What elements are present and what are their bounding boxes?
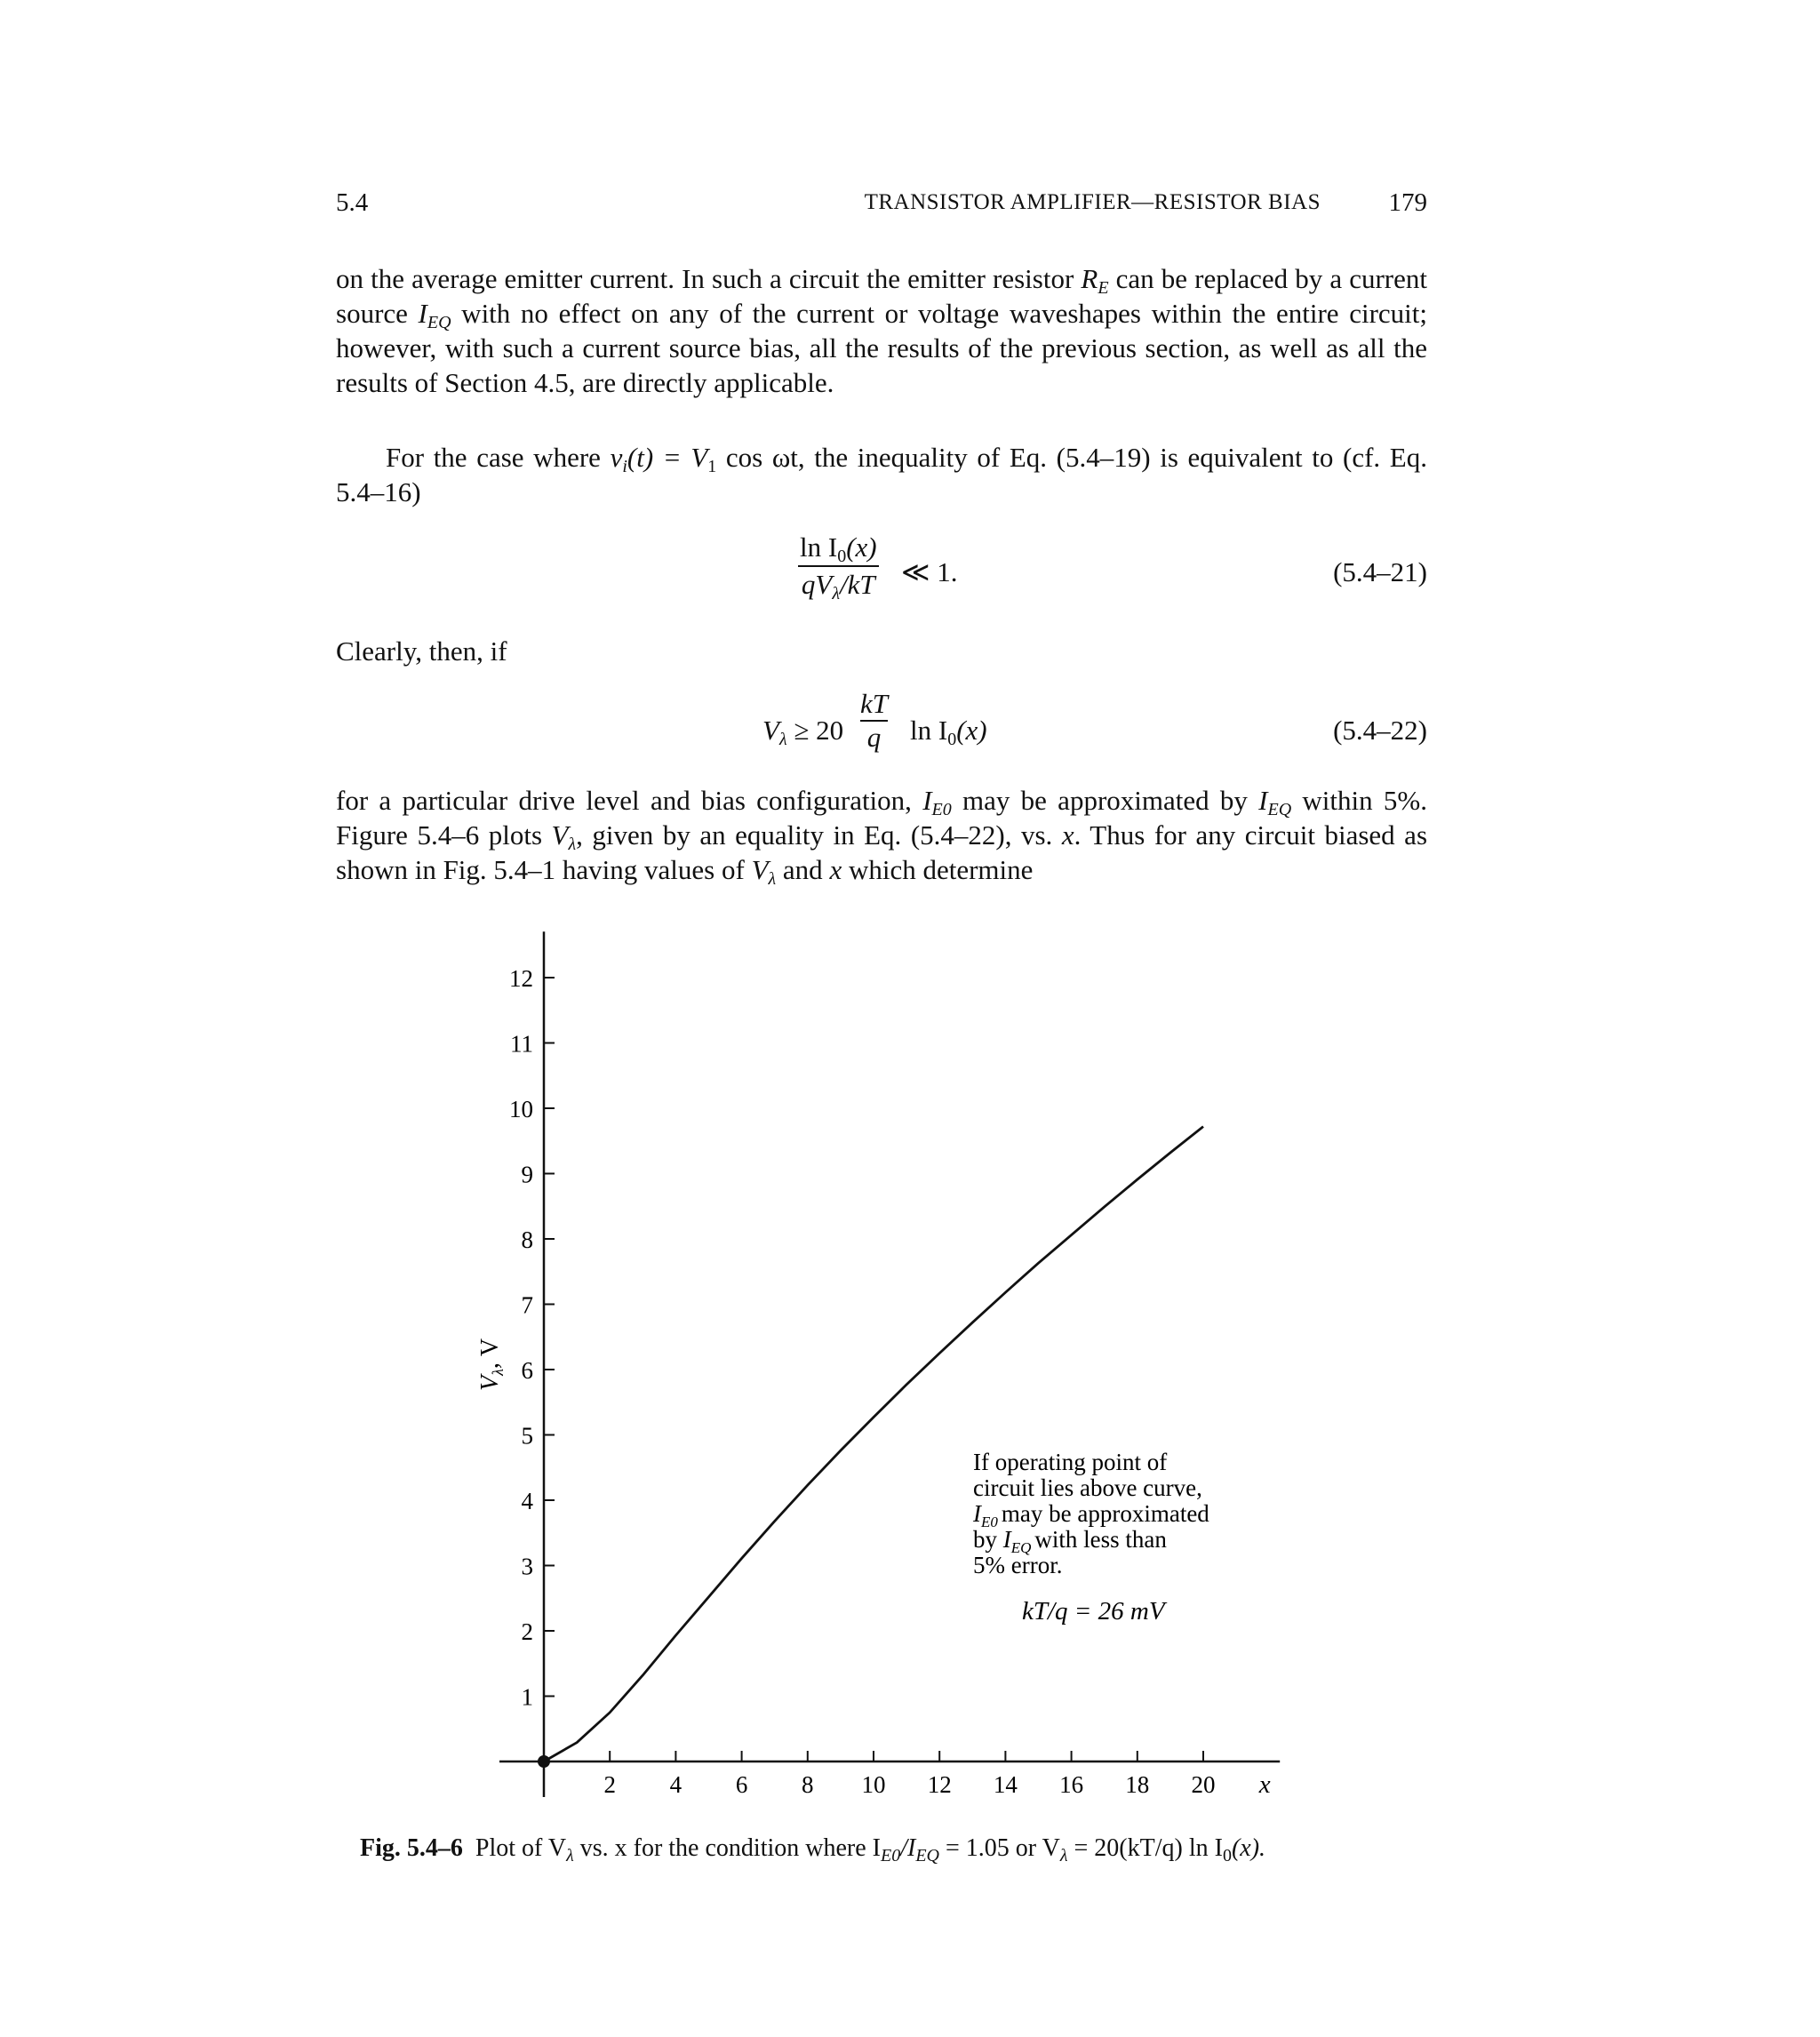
paragraph-2: For the case where $v_i(t) = V_1$ cos ωt, the inequality of Eq. (5.4–19) is equivalent to (cf. Eq. 5.4–16) (336, 442, 1427, 507)
y-tick-label-10: 10 (509, 1096, 533, 1122)
annotation-line-4: by $I_{EQ}$ with less than (973, 1526, 1167, 1556)
x-tick-label-8: 8 (802, 1771, 814, 1798)
y-tick-label-4: 4 (521, 1488, 533, 1514)
origin-point (538, 1755, 550, 1768)
x-tick-label-20: 20 (1191, 1771, 1216, 1798)
x-tick-label-6: 6 (735, 1771, 748, 1798)
equation-fraction: $\ln I_0(x)$ $qV_\lambda/kT$ (800, 531, 877, 603)
equation-fraction: $\frac{kT}{q}$ (860, 688, 888, 753)
y-tick-label-3: 3 (521, 1553, 533, 1580)
figure-label: Fig. 5.4–6 (360, 1834, 463, 1862)
paragraph-4: for a particular drive level and bias configuration, $I_{E0}$ may be approximated by $I_{EQ}$ within 5%. Figure 5.4–6 plots $V_\lambda$, given by an equality in Eq. (5.4–22), vs. x. Thus for any circuit biased as shown in Fig. 5.4–1 having values of $V_\lambda$ and x which determine (336, 785, 1428, 889)
equation-number: (5.4–22) (1333, 715, 1427, 746)
annotation-line-1: If operating point of (973, 1449, 1168, 1475)
y-tick-label-6: 6 (521, 1357, 533, 1384)
annotation-line-3: $I_{E0}$ may be approximated (973, 1500, 1209, 1530)
y-tick-label-1: 1 (521, 1683, 533, 1711)
y-tick-label-12: 12 (509, 965, 533, 992)
x-axis-label: x (1258, 1770, 1271, 1799)
annotation-constant: kT/q = 26 mV (1022, 1597, 1165, 1626)
page-number: 179 (1388, 188, 1427, 217)
y-tick-label-11: 11 (510, 1030, 533, 1058)
chart-series (538, 1127, 1203, 1768)
chart-annotation (972, 1449, 1209, 1626)
running-title: TRANSISTOR AMPLIFIER—RESISTOR BIAS (864, 190, 1321, 214)
x-tick-label-10: 10 (861, 1771, 886, 1798)
equation-5-4-22: $V_\lambda \ge 20$ $\frac{kT}{q}$ $\ln I_0(x)$ (5.4–22) (762, 688, 1427, 753)
annotation-line-5: 5% error. (973, 1552, 1063, 1578)
x-tick-label-2: 2 (603, 1771, 616, 1798)
figure-caption: Fig. 5.4–6 Plot of $V_\lambda$ vs. x for the condition where $I_{E0}/I_{EQ} = 1.05$ or $V_\lambda = 20(kT/q)$ $\ln I_0(x)$. (360, 1834, 1266, 1865)
series-line (544, 1127, 1203, 1761)
annotation-line-2: circuit lies above curve, (973, 1474, 1202, 1501)
y-tick-label-7: 7 (521, 1291, 533, 1319)
y-axis-label: $V_\lambda$, V (476, 1338, 507, 1391)
x-tick-label-4: 4 (669, 1771, 682, 1798)
chart-labels (476, 1338, 1271, 1799)
section-number: 5.4 (336, 188, 369, 217)
x-tick-label-16: 16 (1059, 1771, 1084, 1798)
paragraph-1: on the average emitter current. In such a circuit the emitter resistor $R_E$ can be replaced by a current source $I_{EQ}$ with no effect on any of the current or voltage waveshapes within the entire circuit; however, with such a current source bias, all the results of the previous section, as well as all the results of Section 4.5, are directly applicable. (336, 263, 1427, 398)
x-tick-label-18: 18 (1125, 1771, 1150, 1798)
equation-5-4-21: $\ln I_0(x)$ $qV_\lambda/kT$ ≪ 1. (5.4–21) (800, 531, 1427, 603)
x-tick-label-12: 12 (927, 1771, 952, 1798)
y-tick-label-8: 8 (521, 1226, 533, 1253)
x-tick-label-14: 14 (993, 1771, 1018, 1798)
chart-ticks (509, 965, 1216, 1798)
equation-number: (5.4–21) (1333, 556, 1427, 587)
chart-axes (499, 931, 1280, 1797)
y-tick-label-2: 2 (521, 1618, 533, 1645)
y-tick-label-5: 5 (521, 1422, 533, 1450)
paragraph-3: Clearly, then, if (336, 635, 507, 667)
y-tick-label-9: 9 (521, 1161, 533, 1188)
